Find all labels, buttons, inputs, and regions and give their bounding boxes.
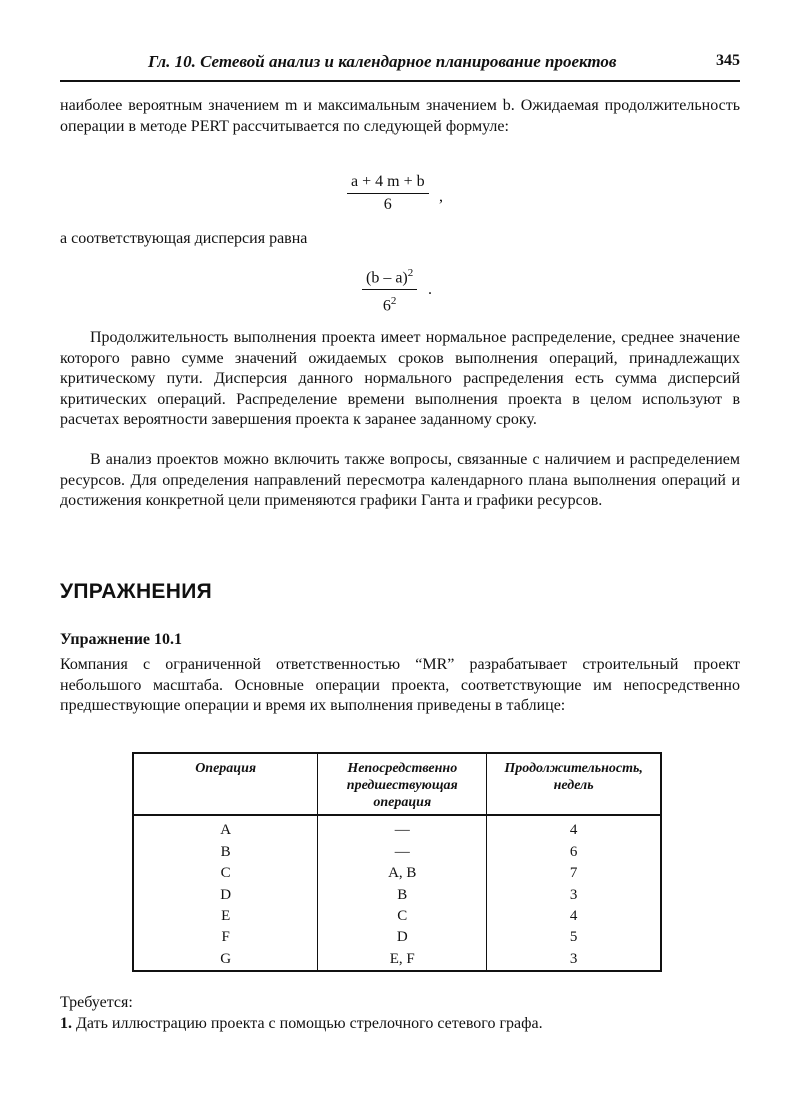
- cell-operation: A: [133, 815, 318, 842]
- cell-duration: 5: [569, 929, 578, 946]
- formula-expected-duration: [347, 173, 429, 214]
- header-operation: Операция: [133, 753, 318, 815]
- cell-operation: G: [133, 949, 318, 971]
- cell-operation: F: [133, 927, 318, 948]
- requirement-item-text: Дать иллюстрацию проекта с помощью стрелочного сетевого графа.: [76, 1015, 543, 1032]
- cell-duration: 6: [569, 843, 578, 860]
- cell-operation: D: [133, 884, 318, 905]
- table-row: [133, 927, 661, 948]
- variance-denominator-base: 6: [382, 297, 391, 315]
- cell-predecessor: —: [318, 842, 487, 863]
- cell-operation: B: [133, 842, 318, 863]
- cell-predecessor: A, B: [318, 863, 487, 884]
- cell-predecessor: B: [318, 884, 487, 905]
- cell-duration: 4: [569, 907, 578, 924]
- cell-duration: 4: [569, 822, 578, 839]
- exercise-text: Компания с ограниченной ответственностью “MR” разрабатывает строительный проект небольшого масштаба. Основные операции проекта, соответствующие им непосредственно предшествующие операции и время их выполнения приведены в таблице:: [60, 656, 740, 714]
- cell-predecessor: E, F: [318, 949, 487, 971]
- paragraph-normal-distribution: Продолжительность выполнения проекта имеет нормальное распределение, среднее значение которого равно сумме значений ожидаемых сроков выполнения операций, принадлежащих критическому пути. Дисперсия данного нормального распределения есть сумма дисперсий критических операций. Распределение времени выполнения проекта в целом используют в расчетах вероятности завершения проекта к заранее заданному сроку.: [60, 329, 740, 428]
- exercise-title: Упражнение 10.1: [60, 631, 183, 648]
- table-row: [133, 906, 661, 927]
- variance-numerator: [362, 264, 417, 290]
- requirement-item-1: [60, 1015, 543, 1033]
- formula-denominator: 6: [383, 196, 392, 213]
- paragraph-pert-intro: наиболее вероятным значением m и максимальным значением b. Ожидаемая продолжительность операции в методе PERT рассчитывается по следующей формуле:: [60, 97, 740, 135]
- formula-comma: ,: [439, 188, 443, 205]
- cell-predecessor: D: [318, 927, 487, 948]
- variance-denominator: [383, 290, 397, 315]
- formula-period: .: [428, 281, 432, 298]
- page-number: 345: [716, 52, 740, 69]
- paragraph-variance-intro: а соответствующая дисперсия равна: [60, 230, 308, 247]
- cell-predecessor: C: [318, 906, 487, 927]
- header-predecessor: Непосредственно предшествующая операция: [318, 753, 487, 815]
- variance-numerator-base: (b – a): [366, 269, 408, 287]
- table-row: [133, 842, 661, 863]
- cell-duration: 3: [569, 950, 578, 967]
- operations-table: [132, 752, 662, 972]
- running-title: Гл. 10. Сетевой анализ и календарное планирование проектов: [148, 52, 617, 71]
- table-row: [133, 815, 661, 842]
- header-duration: Продолжительность, недель: [487, 753, 661, 815]
- cell-operation: E: [133, 906, 318, 927]
- requirements-title: Требуется:: [60, 994, 133, 1011]
- requirement-item-number: 1.: [60, 1015, 72, 1032]
- variance-denominator-exp: 2: [390, 295, 397, 308]
- variance-numerator-exp: 2: [407, 267, 414, 279]
- table-row: [133, 884, 661, 905]
- formula-variance: [362, 264, 417, 316]
- cell-predecessor: —: [318, 815, 487, 842]
- table-header-row: [133, 753, 661, 815]
- cell-duration: 7: [569, 865, 578, 882]
- formula-numerator: a + 4 m + b: [347, 173, 429, 194]
- table-row: [133, 863, 661, 884]
- cell-duration: 3: [569, 886, 578, 903]
- paragraph-resources: В анализ проектов можно включить также вопросы, связанные с наличием и распределением ресурсов. Для определения направлений пересмотра календарного плана выполнения операций и достижения конкретной цели применяются графики Ганта и графики ресурсов.: [60, 451, 740, 509]
- page-header: [60, 50, 740, 82]
- table-row: [133, 949, 661, 971]
- section-title: УПРАЖНЕНИЯ: [60, 580, 212, 603]
- cell-operation: C: [133, 863, 318, 884]
